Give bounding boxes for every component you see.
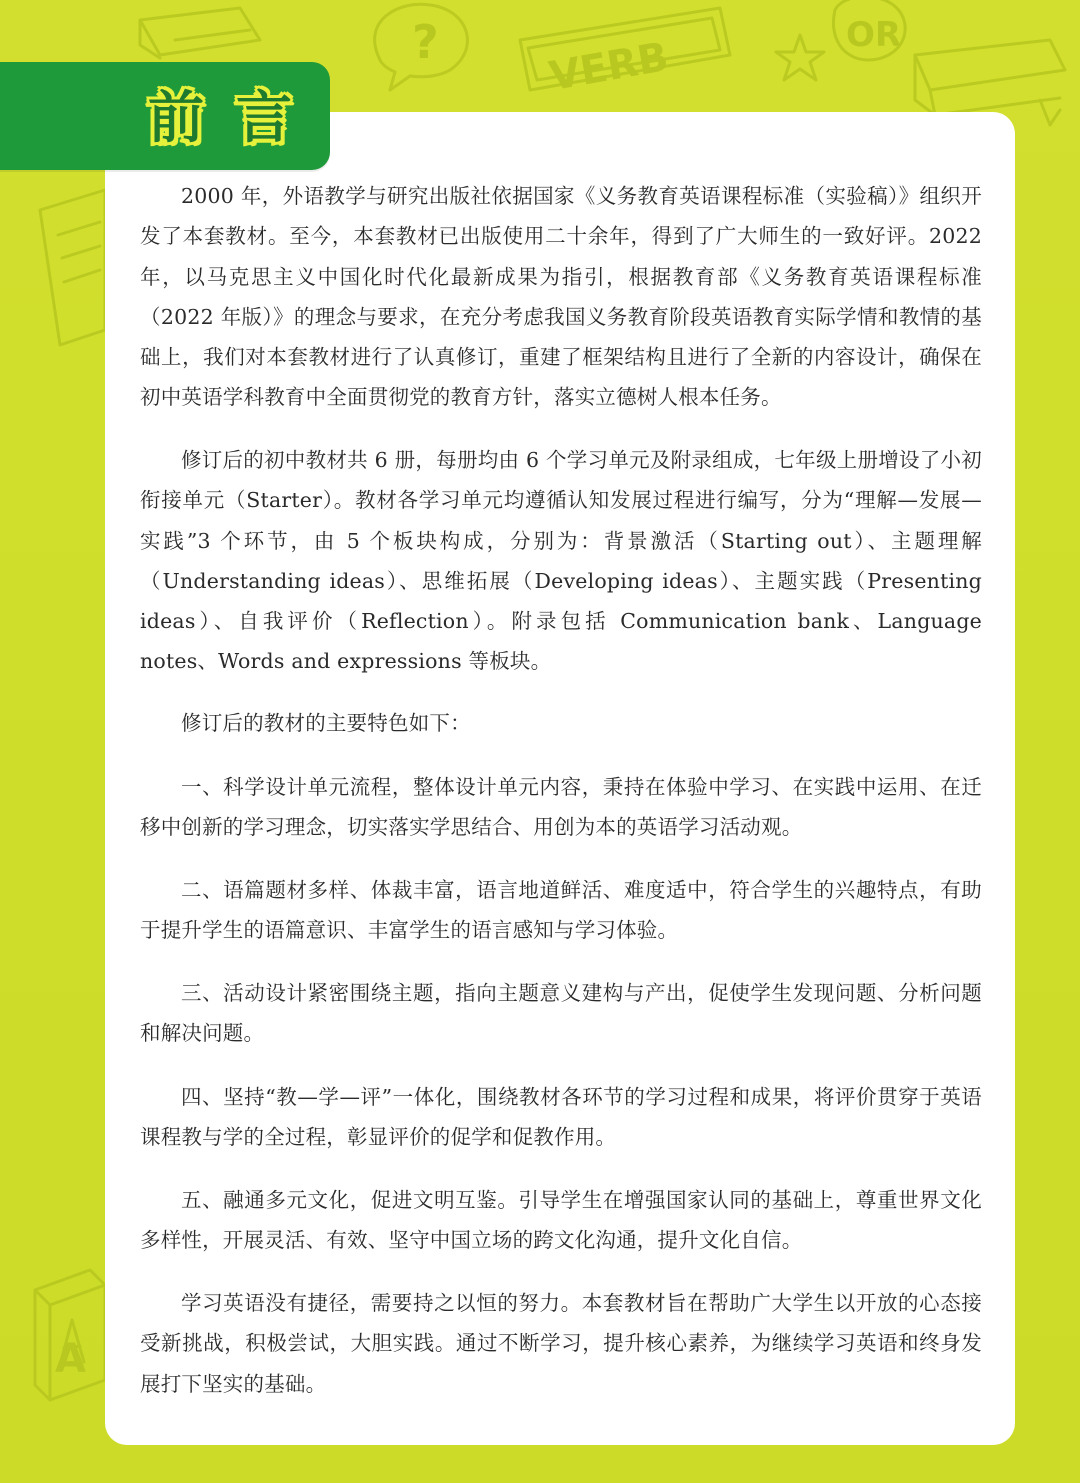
paragraph-closing: 学习英语没有捷径，需要持之以恒的努力。本套教材旨在帮助广大学生以开放的心态接受新挑战，积极尝试，大胆实践。通过不断学习，提升核心素养，为继续学习英语和终身发展打下坚实的基础。 [140,1291,982,1396]
paragraph-feature-2: 二、语篇题材多样、体裁丰富，语言地道鲜活、难度适中，符合学生的兴趣特点，有助于提升学生的语篇意识、丰富学生的语言感知与学习体验。 [140,878,982,943]
question-mark-label: ? [412,15,439,69]
paragraph-feature-3: 三、活动设计紧密围绕主题，指向主题意义建构与产出，促使学生发现问题、分析问题和解决问题。 [140,981,982,1046]
verb-label: VERB [545,34,672,101]
paragraph-feature-4: 四、坚持“教—学—评”一体化，围绕教材各环节的学习过程和成果，将评价贯穿于英语课程教与学的全过程，彰显评价的促学和促教作用。 [140,1085,982,1150]
letter-a-label: A [55,1336,86,1382]
paragraph-features-heading: 修订后的教材的主要特色如下： [181,711,471,735]
paragraph-structure: 修订后的初中教材共 6 册，每册均由 6 个学习单元及附录组成，七年级上册增设了小初衔接单元（Starter）。教材各学习单元均遵循认知发展过程进行编写，分为“理解—发展—实践”3 个环节，由 5 个板块构成，分别为：背景激活（Starting out）、主题理解（Understanding ideas）、思维拓展（Developing ideas）、主题实践（Presenting ideas）、自我评价（Reflection）。附录包括 Communication bank、Language notes、Words and expressions 等板块。 [140,448,982,674]
page-title: 前言 [148,86,324,151]
or-label: OR [846,15,902,55]
paragraph-intro: 2000 年，外语教学与研究出版社依据国家《义务教育英语课程标准（实验稿）》组织开发了本套教材。至今，本套教材已出版使用二十余年，得到了广大师生的一致好评。2022 年，以马克思主义中国化时代化最新成果为指引，根据教育部《义务教育英语课程标准（2022 年版）》的理念与要求，在充分考虑我国义务教育阶段英语教育实际学情和教情的基础上，我们对本套教材进行了认真修订，重建了框架结构且进行了全新的内容设计，确保在初中英语学科教育中全面贯彻党的教育方针，落实立德树人根本任务。 [140,184,982,410]
paragraph-feature-1: 一、科学设计单元流程，整体设计单元内容，秉持在体验中学习、在实践中运用、在迁移中创新的学习理念，切实落实学思结合、用创为本的英语学习活动观。 [140,775,982,840]
paragraph-feature-5: 五、融通多元文化，促进文明互鉴。引导学生在增强国家认同的基础上，尊重世界文化多样性，开展灵活、有效、坚守中国立场的跨文化沟通，提升文化自信。 [140,1188,982,1253]
